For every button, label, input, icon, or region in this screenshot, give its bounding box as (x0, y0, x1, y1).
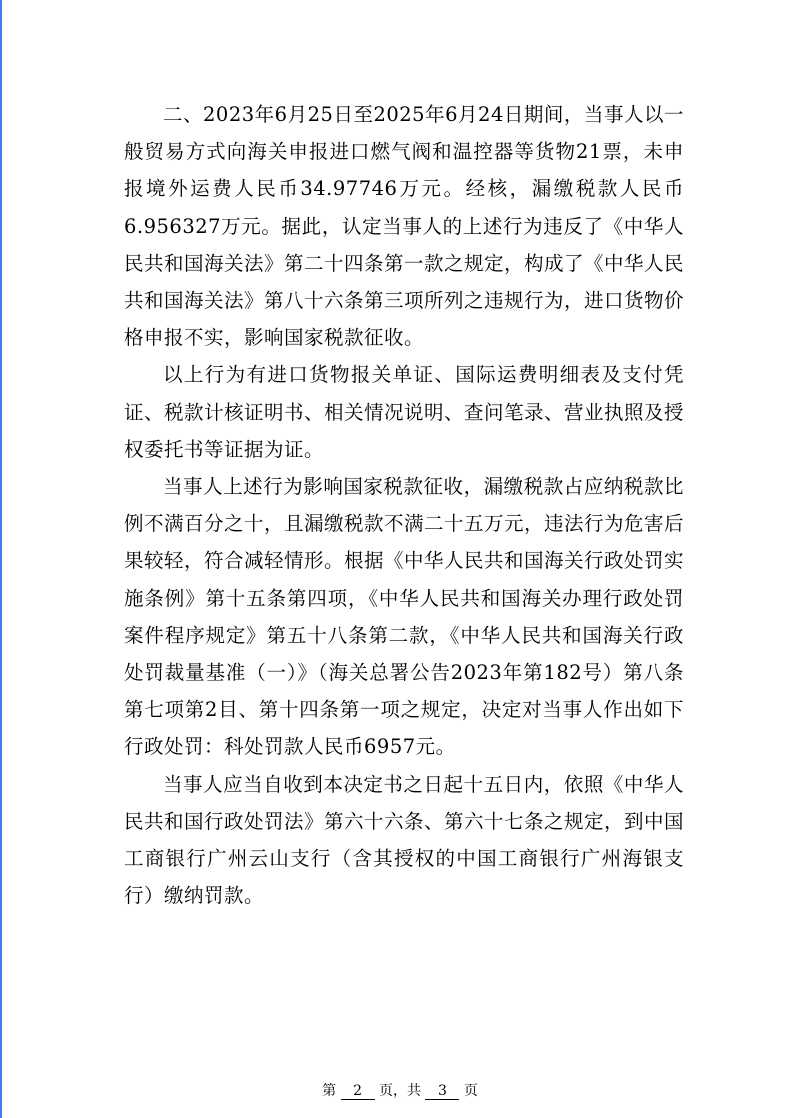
footer-prefix: 第 (322, 1083, 337, 1099)
paragraph-payment-instructions: 当事人应当自收到本决定书之日起十五日内，依照《中华人民共和国行政处罚法》第六十六条、第六十七条之规定，到中国工商银行广州云山支行（含其授权的中国工商银行广州海银支行）缴纳罚款。 (124, 772, 685, 908)
footer-middle: 页，共 (379, 1083, 421, 1099)
document-body (124, 96, 684, 914)
current-page-number: 2 (341, 1083, 375, 1100)
footer-suffix: 页 (463, 1083, 478, 1099)
page-left-border (0, 0, 2, 1118)
paragraph-violation-facts: 二、2023年6月25日至2025年6月24日期间，当事人以一般贸易方式向海关申报进口燃气阀和温控器等货物21票，未申报境外运费人民币34.97746万元。经核，漏缴税款人民币6.956327万元。据此，认定当事人的上述行为违反了《中华人民共和国海关法》第二十四条第一款之规定，构成了《中华人民共和国海关法》第八十六条第三项所列之违规行为，进口货物价格申报不实，影响国家税款征收。 (124, 103, 685, 350)
paragraph-penalty-decision: 当事人上述行为影响国家税款征收，漏缴税款占应纳税款比例不满百分之十，且漏缴税款不满二十五万元，违法行为危害后果较轻，符合减轻情形。根据《中华人民共和国海关行政处罚实施条例》第十五条第四项，《中华人民共和国海关办理行政处罚案件程序规定》第五十八条第二款，《中华人民共和国海关行政处罚裁量基准（一）》（海关总署公告2023年第182号）第八条第七项第2目、第十四条第一项之规定，决定对当事人作出如下行政处罚：科处罚款人民币6957元。 (124, 475, 685, 759)
total-page-number: 3 (425, 1083, 459, 1100)
page-footer (0, 1080, 800, 1100)
paragraph-evidence: 以上行为有进口货物报关单证、国际运费明细表及支付凭证、税款计核证明书、相关情况说明、查问笔录、营业执照及授权委托书等证据为证。 (124, 363, 685, 461)
